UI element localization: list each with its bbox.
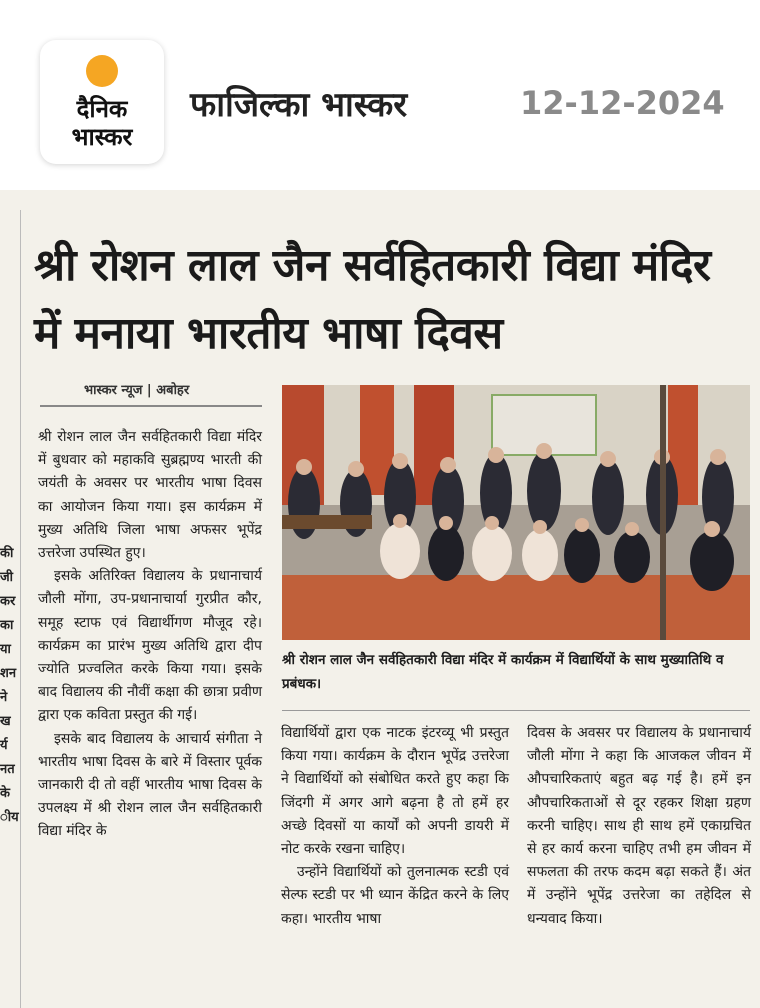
logo-line1: दैनिक	[76, 95, 128, 123]
sun-icon	[86, 55, 118, 87]
group-photo-illustration	[282, 385, 750, 640]
strip-text: की	[0, 546, 14, 561]
event-photo[interactable]	[282, 385, 750, 640]
paragraph: विद्यार्थियों द्वारा एक नाटक इंटरव्यू भी प्रस्तुत किया गया। कार्यक्रम के दौरान भूपेंद्र उत्तरेजा ने विद्यार्थियों को संबोधित करते हुए कहा कि जिंदगी में अगर आगे बढ़ना है तो हमें हर अच्छे दिवसों या कार्यों को अपनी डायरी में नोट करके रखना चाहिए।	[281, 725, 509, 858]
byline-divider	[40, 405, 262, 407]
strip-text: कर	[0, 594, 16, 609]
photo-caption: श्री रोशन लाल जैन सर्वहितकारी विद्या मंदिर में कार्यक्रम में विद्यार्थियों के साथ मुख्यातिथि व प्रबंधक।	[282, 652, 724, 692]
neighbor-article-strip	[0, 190, 20, 1008]
edition-date: 12-12-2024	[520, 84, 725, 122]
strip-text: ख	[0, 714, 11, 729]
paragraph: इसके अतिरिक्त विद्यालय के प्रधानाचार्य जौली मोंगा, उप-प्रधानाचार्या गुरप्रीत कौर, समूह स्टाफ एवं विद्यार्थीगण मौजूद रहे। कार्यक्रम का प्रारंभ मुख्य अतिथि द्वारा दीप ज्योति प्रज्वलित करके किया गया। इसके बाद विद्यालय की नौवीं कक्षा की छात्रा प्रवीण द्वारा एक कविता प्रस्तुत की गई।	[38, 568, 262, 724]
strip-text: का	[0, 618, 14, 633]
strip-text: नत	[0, 762, 15, 777]
article-column-2	[281, 722, 509, 931]
article-column-3	[527, 722, 751, 931]
app-header	[0, 0, 760, 190]
strip-text: या	[0, 642, 11, 657]
article-headline: श्री रोशन लाल जैन सर्वहितकारी विद्या मंदिर में मनाया भारतीय भाषा दिवस	[34, 240, 711, 359]
strip-text: ने	[0, 690, 8, 705]
paragraph: उन्होंने विद्यार्थियों को तुलनात्मक स्टडी एवं सेल्फ स्टडी पर भी ध्यान केंद्रित करने के लिए कहा। भारतीय भाषा	[281, 864, 509, 927]
dainik-bhaskar-logo[interactable]	[40, 40, 164, 164]
edition-name: फाजिल्का भास्कर	[190, 85, 408, 125]
strip-text: र्य	[0, 738, 8, 753]
paragraph: श्री रोशन लाल जैन सर्वहितकारी विद्या मंदिर में बुधवार को महाकवि सुब्रह्मण्य भारती की जयंती के अवसर पर भारतीय भाषा दिवस का आयोजन किया गया। इस कार्यक्रम में मुख्य अतिथि जिला भाषा अफसर भूपेंद्र उत्तरेजा उपस्थित हुए।	[38, 429, 262, 562]
paragraph: इसके बाद विद्यालय के आचार्य संगीता ने भारतीय भाषा दिवस के बारे में विस्तार पूर्वक जानकारी दी तो वहीं भारतीय भाषा दिवस के उपलक्ष्य में श्री रोशन लाल जैन सर्वहितकारी विद्या मंदिर के	[38, 730, 262, 840]
column-divider	[20, 210, 21, 1008]
strip-text: ीय	[0, 810, 19, 825]
paragraph: दिवस के अवसर पर विद्यालय के प्रधानाचार्य जौली मोंगा ने कहा कि आजकल जीवन में औपचारिकताएं बहुत बढ़ गई है। हमें इन औपचारिकताओं से दूर रहकर शिक्षा ग्रहण करनी चाहिए। साथ ही साथ हमें एकाग्रचित से हर कार्य करना चाहिए तभी हम जीवन में सफलता की तरफ कदम बढ़ा सकते हैं। अंत में उन्होंने भूपेंद्र उत्तरेजा का तहेदिल से धन्यवाद किया।	[527, 725, 751, 927]
article-column-1	[38, 426, 262, 844]
caption-divider	[282, 710, 750, 711]
strip-text: जी	[0, 570, 14, 585]
strip-text: के	[0, 786, 10, 801]
article-byline: भास्कर न्यूज | अबोहर	[84, 383, 190, 398]
logo-line2: भास्कर	[71, 123, 133, 151]
strip-text: शन	[0, 666, 17, 681]
newspaper-clipping	[0, 190, 760, 1008]
